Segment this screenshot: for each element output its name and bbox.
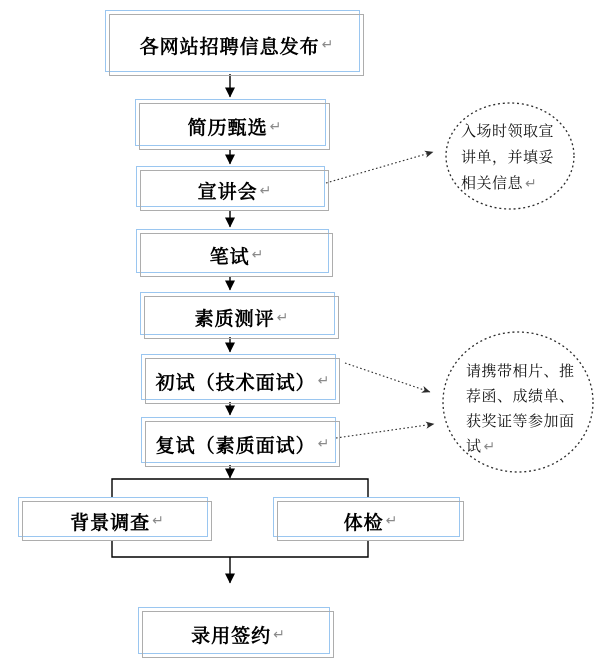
flow-step-label: 体检 [343, 511, 384, 534]
callout-line [461, 170, 554, 197]
flow-step-label: 简历甄选 [187, 117, 268, 139]
return-mark: ↵ [276, 309, 289, 326]
flow-step-label: 笔试 [209, 245, 250, 268]
return-mark: ↵ [317, 373, 330, 389]
return-mark: ↵ [273, 626, 285, 643]
callout-line: 荐函、成绩单、 [466, 387, 575, 405]
flow-step-second-interview-frame [145, 421, 340, 467]
branch-merge-line [112, 540, 368, 557]
flow-step-publish-frame [109, 14, 364, 76]
flow-step-written-test-frame [140, 233, 333, 277]
return-mark: ↵ [251, 247, 264, 263]
flow-step-label: 背景调查 [70, 511, 151, 534]
flow-step-resume-screening[interactable] [135, 99, 326, 146]
flow-step-label: 复试（素质面试） [155, 434, 316, 457]
dotted-arrow-secondinterview-note [336, 424, 434, 438]
flow-step-label: 录用签约 [191, 625, 272, 647]
flow-step-quality-assessment-frame [144, 296, 339, 339]
flow-step-offer-signing-frame [142, 611, 334, 658]
flow-step-first-interview-frame [145, 358, 340, 404]
flow-step-label: 各网站招聘信息发布 [139, 35, 320, 58]
return-mark: ↵ [525, 176, 537, 192]
dotted-arrow-firstinterview-note [345, 363, 430, 392]
callout-line-text: 试 [466, 437, 482, 455]
flow-step-second-interview[interactable] [141, 417, 336, 463]
flow-step-physical-exam[interactable] [273, 497, 460, 537]
flow-step-info-session-frame [140, 170, 329, 211]
dotted-arrow-infosession-note [326, 152, 433, 183]
flow-step-label: 宣讲会 [197, 181, 258, 203]
return-mark: ↵ [385, 513, 398, 529]
flow-step-info-session[interactable] [136, 166, 325, 207]
callout-line-text: 相关信息 [461, 174, 524, 192]
branch-split-line [112, 479, 368, 497]
callout-info-session-note[interactable] [461, 118, 554, 197]
flow-step-physical-exam-frame [277, 501, 464, 541]
callout-line [466, 434, 575, 460]
callout-line: 请携带相片、推 [466, 362, 575, 380]
return-mark: ↵ [259, 182, 272, 199]
return-mark: ↵ [483, 439, 496, 455]
flow-step-background-check-frame [22, 501, 212, 541]
return-mark: ↵ [321, 37, 334, 53]
flow-step-label: 素质测评 [194, 308, 275, 330]
callout-interview-note[interactable] [466, 359, 575, 460]
flow-step-first-interview[interactable] [141, 354, 336, 400]
callout-line: 获奖证等参加面 [466, 412, 575, 430]
return-mark: ↵ [269, 118, 282, 135]
callout-line: 入场时领取宣 [461, 122, 555, 140]
flow-step-resume-screening-frame [139, 103, 330, 150]
return-mark: ↵ [152, 513, 164, 529]
callout-line: 讲单，并填妥 [461, 148, 555, 166]
flow-step-background-check[interactable] [18, 497, 208, 537]
flow-step-offer-signing[interactable] [138, 607, 330, 654]
return-mark: ↵ [317, 436, 330, 452]
flow-step-label: 初试（技术面试） [155, 371, 316, 394]
flow-step-written-test[interactable] [136, 229, 329, 273]
flow-step-quality-assessment[interactable] [140, 292, 335, 335]
flow-step-publish[interactable] [105, 10, 360, 72]
